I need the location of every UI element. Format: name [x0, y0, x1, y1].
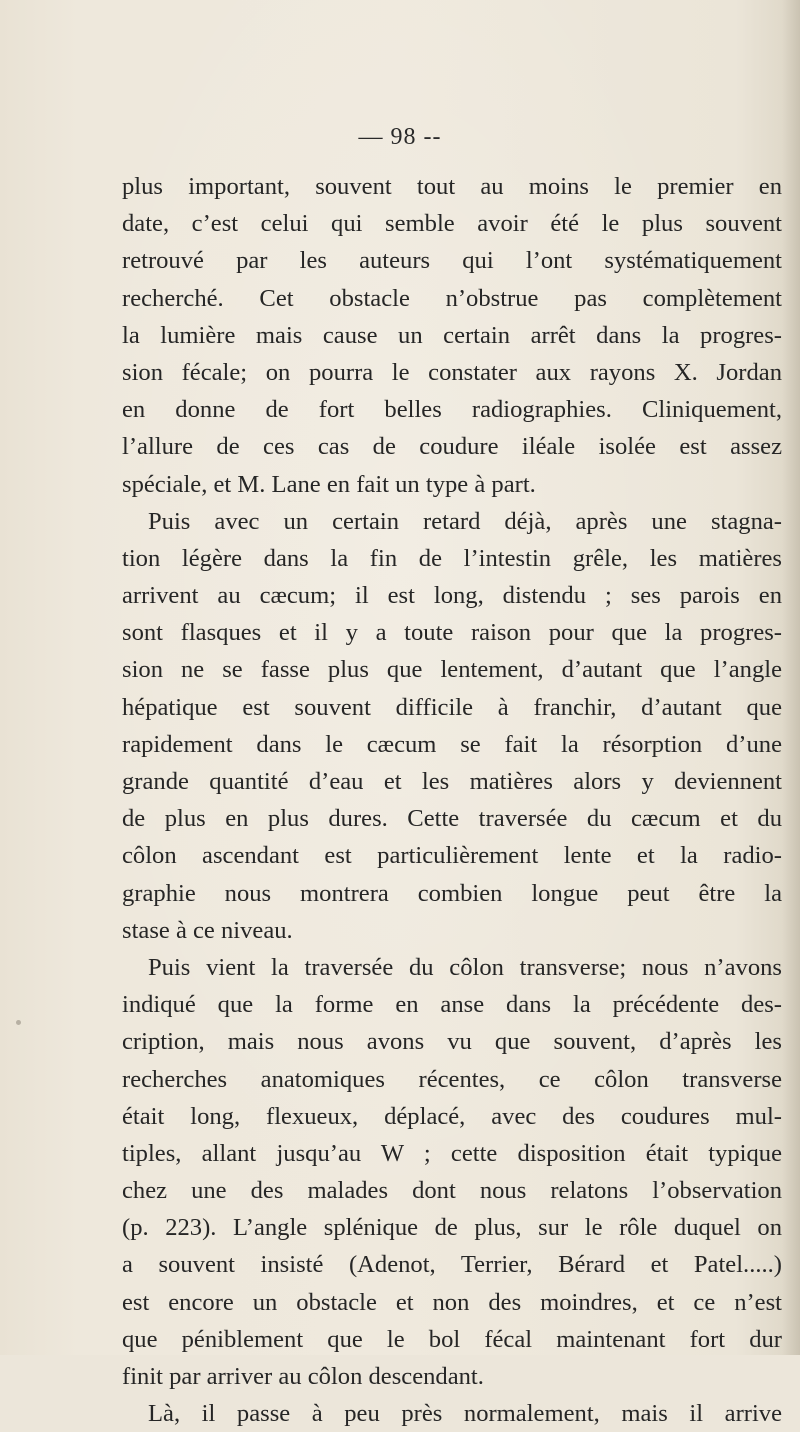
- text-line: a souvent insisté (Adenot, Terrier, Bérard et Patel.....): [122, 1251, 782, 1279]
- text-line: est encore un obstacle et non des moindres, et ce n’est: [122, 1288, 782, 1316]
- text-line: que péniblement que le bol fécal maintenant fort dur: [122, 1325, 782, 1353]
- text-line: recherches anatomiques récentes, ce côlon transverse: [122, 1065, 782, 1093]
- text-line: l’allure de ces cas de coudure iléale isolée est assez: [122, 433, 782, 461]
- text-line: Là, il passe à peu près normalement, mais il arrive: [148, 1400, 782, 1428]
- text-line: en donne de fort belles radiographies. Cliniquement,: [122, 396, 782, 424]
- text-line: de plus en plus dures. Cette traversée du cæcum et du: [122, 805, 782, 833]
- text-line: indiqué que la forme en anse dans la précédente des-: [122, 991, 782, 1019]
- text-line: recherché. Cet obstacle n’obstrue pas complètement: [122, 284, 782, 312]
- text-line: chez une des malades dont nous relatons l’observation: [122, 1177, 782, 1205]
- text-line: rapidement dans le cæcum se fait la résorption d’une: [122, 730, 782, 758]
- text-line: stase à ce niveau.: [122, 916, 293, 944]
- text-line: arrivent au cæcum; il est long, distendu ; ses parois en: [122, 582, 782, 610]
- text-line: côlon ascendant est particulièrement lente et la radio-: [122, 842, 782, 870]
- text-line: graphie nous montrera combien longue peut être la: [122, 879, 782, 907]
- text-line: sont flasques et il y a toute raison pour que la progres-: [122, 619, 782, 647]
- body-text: [122, 168, 782, 1432]
- text-line: spéciale, et M. Lane en fait un type à part.: [122, 470, 536, 498]
- text-line: date, c’est celui qui semble avoir été le plus souvent: [122, 210, 782, 238]
- text-line: retrouvé par les auteurs qui l’ont systématiquement: [122, 247, 782, 275]
- text-line: hépatique est souvent difficile à franchir, d’autant que: [122, 693, 782, 721]
- text-line: était long, flexueux, déplacé, avec des coudures mul-: [122, 1102, 782, 1130]
- text-line: tiples, allant jusqu’au W ; cette disposition était typique: [122, 1139, 782, 1167]
- text-line: grande quantité d’eau et les matières alors y deviennent: [122, 768, 782, 795]
- text-line: sion fécale; on pourra le constater aux rayons X. Jordan: [122, 358, 782, 386]
- page-number: — 98 --: [358, 124, 442, 150]
- text-line: Puis avec un certain retard déjà, après une stagna-: [148, 507, 782, 535]
- text-line: sion ne se fasse plus que lentement, d’autant que l’angle: [122, 656, 782, 684]
- text-line: finit par arriver au côlon descendant.: [122, 1363, 484, 1390]
- text-line: la lumière mais cause un certain arrêt dans la progres-: [122, 321, 782, 349]
- text-line: Puis vient la traversée du côlon transverse; nous n’avons: [148, 953, 782, 981]
- text-line: cription, mais nous avons vu que souvent, d’après les: [122, 1028, 782, 1056]
- text-line: (p. 223). L’angle splénique de plus, sur le rôle duquel on: [122, 1214, 782, 1242]
- paper-speck: [16, 1020, 21, 1025]
- text-line: tion légère dans la fin de l’intestin grêle, les matières: [122, 544, 782, 572]
- page-edge-shadow: [782, 0, 800, 1355]
- text-line: plus important, souvent tout au moins le premier en: [122, 173, 782, 200]
